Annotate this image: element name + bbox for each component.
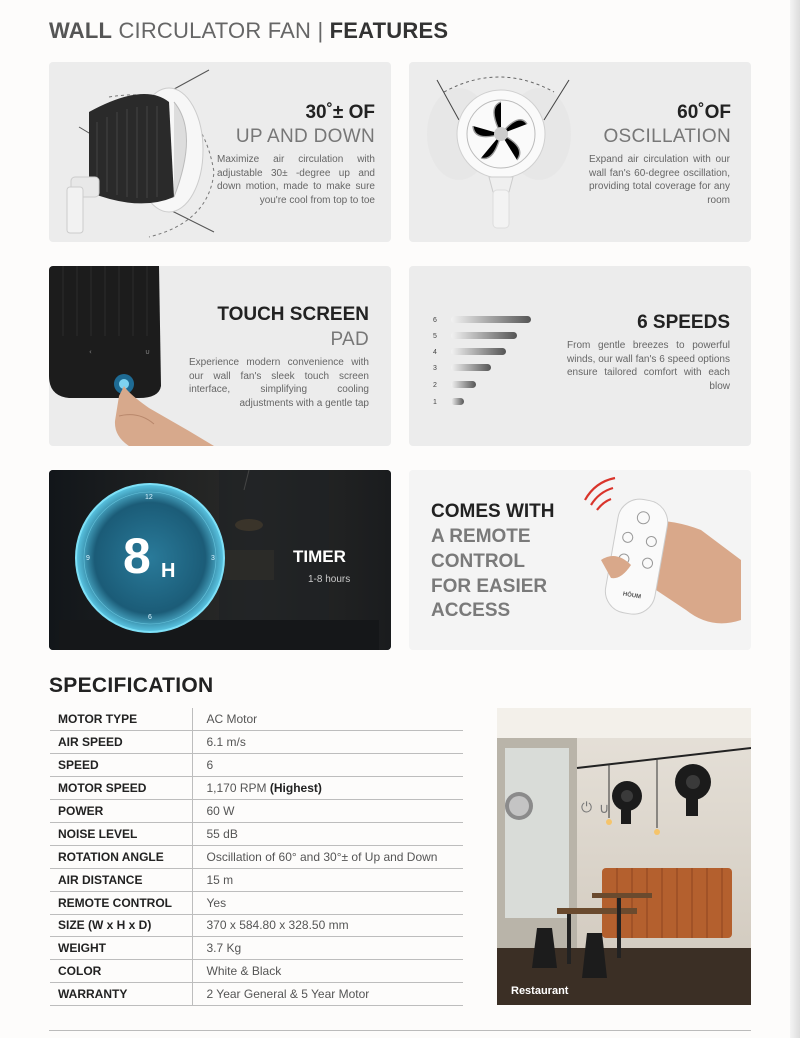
- spec-value: [192, 960, 463, 983]
- spec-row: [50, 822, 463, 845]
- feature-card-speeds: [409, 266, 751, 446]
- spec-key: SIZE (W x H x D): [50, 914, 192, 937]
- spec-key: MOTOR SPEED: [50, 777, 192, 800]
- timer-dial-3: 3: [211, 555, 215, 562]
- speeds-title: 6 SPEEDS: [637, 312, 730, 333]
- spec-row: [50, 800, 463, 823]
- spec-key: AIR DISTANCE: [50, 868, 192, 891]
- timer-dial-9: 9: [86, 555, 90, 562]
- speed-label-6: 6: [433, 317, 437, 324]
- fan-tilt-illustration: [49, 62, 229, 242]
- spec-value: [192, 708, 463, 731]
- spec-row: [50, 777, 463, 800]
- timer-hours-unit: H: [161, 560, 176, 582]
- feature-card-timer: [49, 470, 391, 650]
- spec-key: COLOR: [50, 960, 192, 983]
- oscillation-description: Expand air circulation with our wall fan's 60-degree oscillation, providing total coverage for any room: [589, 154, 730, 206]
- spec-key: WARRANTY: [50, 983, 192, 1006]
- oscillation-subtitle: OSCILLATION: [603, 126, 731, 147]
- timer-subtitle: 1-8 hours: [308, 574, 351, 585]
- photo-caption: Restaurant: [511, 985, 569, 997]
- spec-key: NOISE LEVEL: [50, 822, 192, 845]
- restaurant-photo: [497, 708, 751, 1005]
- spec-value: [192, 914, 463, 937]
- spec-value-text: 6.1 m/s: [206, 735, 246, 750]
- fan-oscillation-illustration: [409, 62, 589, 242]
- page-title: WALL CIRCULATOR FAN | FEATURES: [49, 18, 449, 43]
- spec-value-text: 370 x 584.80 x 328.50 mm: [206, 918, 349, 933]
- spec-value: [192, 891, 463, 914]
- restaurant-scene-graphic: [497, 708, 751, 1005]
- spec-value: [192, 868, 463, 891]
- remote-hand-illustration: [571, 470, 751, 650]
- specification-table: [50, 708, 463, 1006]
- spec-value: [192, 777, 463, 800]
- spec-value-text: Yes: [206, 895, 227, 910]
- spec-key: REMOTE CONTROL: [50, 891, 192, 914]
- svg-text:⏻: ⏻: [581, 800, 593, 816]
- speed-label-4: 4: [433, 349, 437, 356]
- spec-value-text: 6: [206, 758, 214, 773]
- spec-value: [192, 845, 463, 868]
- spec-row: [50, 937, 463, 960]
- speed-label-5: 5: [433, 333, 437, 340]
- spec-key: ROTATION ANGLE: [50, 845, 192, 868]
- spec-row: [50, 731, 463, 754]
- speeds-description: From gentle breezes to powerful winds, our wall fan's 6 speed options ensure tailored comfort with each blow: [567, 340, 730, 392]
- spec-row: [50, 914, 463, 937]
- touch-description: Experience modern convenience with our wall fan's sleek touch screen interface, simplifying cooling adjustments with a gentle tap: [189, 357, 369, 409]
- spec-row: [50, 845, 463, 868]
- oscillation-title: 60˚OF: [677, 102, 731, 123]
- spec-value-text: White & Black: [206, 964, 282, 979]
- remote-brand-logo: HÖUM: [622, 591, 642, 601]
- spec-row: [50, 708, 463, 731]
- bottom-divider: [49, 1030, 751, 1031]
- remote-line-2: A REMOTE: [431, 526, 531, 547]
- remote-title: COMES WITH: [431, 501, 555, 522]
- spec-key: SPEED: [50, 754, 192, 777]
- timer-dial-6: 6: [148, 614, 152, 621]
- tilt-description: Maximize air circulation with adjustable 30± -degree up and down motion, made to make sure you're cool from top to toe: [217, 154, 375, 206]
- spec-value: [192, 800, 463, 823]
- tilt-subtitle: UP AND DOWN: [235, 126, 375, 147]
- svg-text:∪: ∪: [599, 801, 610, 817]
- feature-card-oscillation: [409, 62, 751, 242]
- spec-value-text: 1,170 RPM: [206, 781, 267, 796]
- feature-card-tilt: [49, 62, 391, 242]
- remote-line-3: CONTROL: [431, 551, 525, 572]
- timer-title: TIMER: [293, 547, 346, 566]
- spec-value: [192, 983, 463, 1006]
- spec-key: AIR SPEED: [50, 731, 192, 754]
- specification-title: SPECIFICATION: [49, 674, 214, 697]
- spec-key: POWER: [50, 800, 192, 823]
- spec-key: MOTOR TYPE: [50, 708, 192, 731]
- tilt-title: 30˚± OF: [305, 102, 375, 123]
- speed-bars-graphic: [409, 266, 549, 446]
- svg-text:‹: ‹: [89, 348, 92, 356]
- spec-value-emphasis: (Highest): [269, 781, 322, 796]
- timer-dial-12: 12: [145, 494, 153, 501]
- speed-label-1: 1: [433, 399, 437, 406]
- spec-value-text: AC Motor: [206, 712, 258, 727]
- spec-row: [50, 891, 463, 914]
- spec-value: [192, 731, 463, 754]
- svg-text:∪: ∪: [145, 348, 151, 356]
- speed-label-3: 3: [433, 365, 437, 372]
- spec-value: [192, 822, 463, 845]
- spec-row: [50, 960, 463, 983]
- feature-card-remote: [409, 470, 751, 650]
- feature-card-touch: [49, 266, 391, 446]
- remote-line-5: ACCESS: [431, 600, 511, 621]
- touch-title: TOUCH SCREEN: [217, 304, 369, 325]
- timer-hours-number: 8: [123, 528, 151, 584]
- spec-value-text: 2 Year General & 5 Year Motor: [206, 987, 370, 1002]
- spec-row: [50, 868, 463, 891]
- spec-value: [192, 754, 463, 777]
- spec-value-text: 15 m: [206, 872, 234, 887]
- spec-key: WEIGHT: [50, 937, 192, 960]
- spec-row: [50, 754, 463, 777]
- spec-value: [192, 937, 463, 960]
- speed-label-2: 2: [433, 382, 437, 389]
- page-edge-shadow: [790, 0, 800, 1038]
- spec-row: [50, 983, 463, 1006]
- touch-subtitle: PAD: [330, 329, 369, 350]
- spec-value-text: Oscillation of 60° and 30°± of Up and Down: [206, 849, 438, 864]
- spec-value-text: 55 dB: [206, 826, 238, 841]
- spec-value-text: 60 W: [206, 804, 235, 818]
- spec-value-text: 3.7 Kg: [206, 941, 242, 956]
- remote-line-4: FOR EASIER: [431, 576, 548, 597]
